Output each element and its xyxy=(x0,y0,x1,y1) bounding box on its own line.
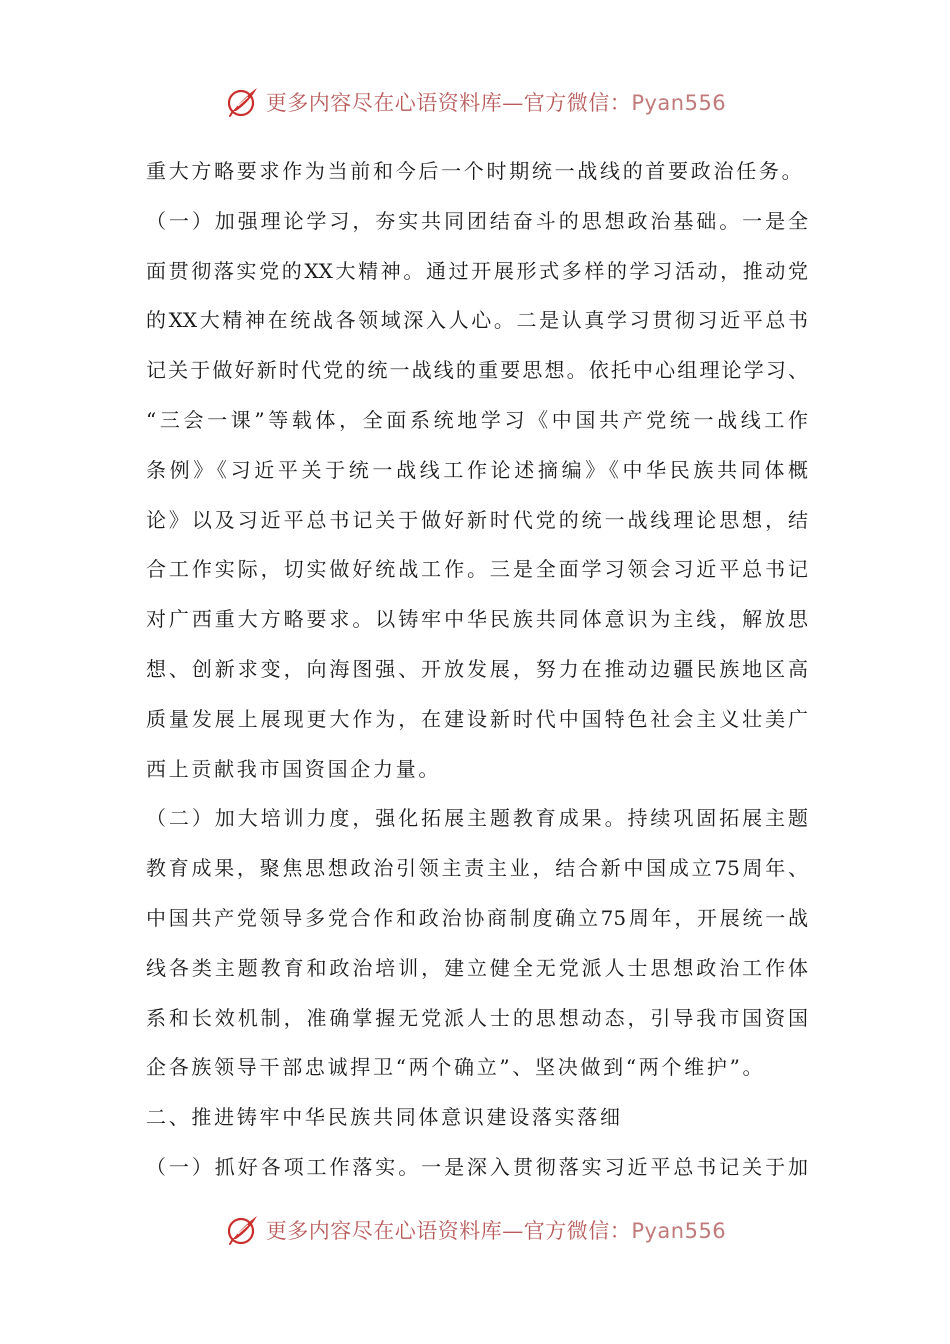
text-line: 重大方略要求作为当前和今后一个时期统一战线的首要政治任务。 xyxy=(146,159,805,183)
text-line: 线各类主题教育和政治培训，建立健全无党派人士思想政治工作体 xyxy=(146,955,808,980)
text-line: 中国共产党领导多党合作和政治协商制度确立75周年，开展统一战 xyxy=(146,905,808,930)
text-line: 教育成果，聚焦思想政治引领主责主业，结合新中国成立75周年、 xyxy=(146,856,808,881)
text-line: 合工作实际，切实做好统战工作。三是全面学习领会习近平总书记 xyxy=(146,557,808,582)
quill-pen-logo-icon xyxy=(224,84,260,120)
text-line: （一）抓好各项工作落实。一是深入贯彻落实习近平总书记关于加 xyxy=(146,1154,808,1179)
text-line: 质量发展上展现更大作为，在建设新时代中国特色社会主义壮美广 xyxy=(146,706,808,731)
text-line: （二）加大培训力度，强化拓展主题教育成果。持续巩固拓展主题 xyxy=(146,806,808,831)
watermark-text: 更多内容尽在心语资料库—官方微信：Pyan556 xyxy=(265,1219,727,1243)
text-line: 系和长效机制，准确掌握无党派人士的思想动态，引导我市国资国 xyxy=(146,1005,808,1030)
text-line: 面贯彻落实党的XX大精神。通过开展形式多样的学习活动，推动党 xyxy=(146,258,808,283)
text-line: 想、创新求变，向海图强、开放发展，努力在推动边疆民族地区高 xyxy=(146,656,808,681)
header-watermark xyxy=(0,82,950,122)
text-line: 对广西重大方略要求。以铸牢中华民族共同体意识为主线，解放思 xyxy=(146,607,808,632)
text-line: 记关于做好新时代党的统一战线的重要思想。依托中心组理论学习、 xyxy=(146,358,808,383)
text-line: 论》以及习近平总书记关于做好新时代党的统一战线理论思想，结 xyxy=(146,507,808,532)
text-line: 的XX大精神在统战各领域深入人心。二是认真学习贯彻习近平总书 xyxy=(146,308,808,333)
quill-pen-logo-icon xyxy=(224,1212,260,1248)
text-line: 西上贡献我市国资国企力量。 xyxy=(146,756,442,781)
watermark-text: 更多内容尽在心语资料库—官方微信：Pyan556 xyxy=(265,91,727,115)
text-line: 条例》《习近平关于统一战线工作论述摘编》《中华民族共同体概 xyxy=(146,457,808,482)
text-line: （一）加强理论学习，夯实共同团结奋斗的思想政治基础。一是全 xyxy=(146,208,808,233)
text-line: 二、推进铸牢中华民族共同体意识建设落实落细 xyxy=(146,1105,623,1130)
text-line: 企各族领导干部忠诚捍卫“两个确立”、坚决做到“两个维护”。 xyxy=(146,1055,766,1080)
document-body xyxy=(146,147,808,1193)
text-line: “三会一课”等载体，全面系统地学习《中国共产党统一战线工作 xyxy=(146,407,808,432)
footer-watermark xyxy=(0,1210,950,1250)
